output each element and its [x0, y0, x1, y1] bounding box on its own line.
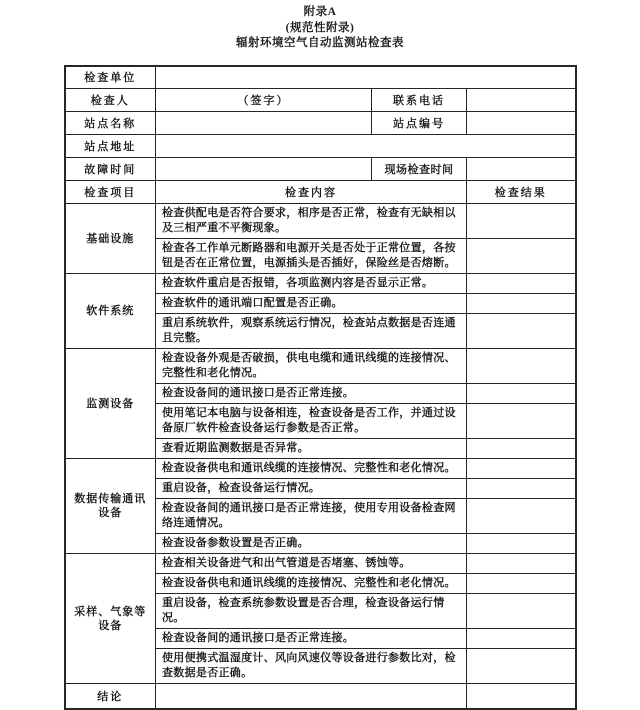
conclusion-label: 结论	[65, 684, 156, 709]
station-name-label: 站点名称	[65, 112, 156, 135]
check-result-cell	[467, 294, 576, 314]
check-content: 重启设备，检查系统参数设置是否合理，检查设备运行情况。	[156, 594, 467, 629]
inspector-signature-hint: （签字）	[156, 89, 372, 112]
check-result-cell	[467, 274, 576, 294]
section-label-software-system: 软件系统	[65, 274, 156, 349]
check-result-cell	[467, 534, 576, 554]
row-times	[65, 158, 576, 181]
check-content: 检查软件的通讯端口配置是否正确。	[156, 294, 467, 314]
station-address-label: 站点地址	[65, 135, 156, 158]
check-content: 检查各工作单元断路器和电源开关是否处于正常位置，各按钮是否在正常位置，电源插头是否插好，保险丝是否熔断。	[156, 239, 467, 274]
appendix-label: 附录A	[303, 6, 337, 18]
row-column-headers	[65, 181, 576, 204]
check-row	[65, 459, 576, 479]
inspect-unit-value-cell	[156, 66, 576, 89]
station-name-value-cell	[156, 112, 372, 135]
check-content: 查看近期监测数据是否异常。	[156, 439, 467, 459]
section-label-monitoring-equipment: 监测设备	[65, 349, 156, 459]
column-header-content: 检查内容	[156, 181, 467, 204]
section-label-infrastructure: 基础设施	[65, 204, 156, 274]
check-result-cell	[467, 404, 576, 439]
check-row	[65, 204, 576, 239]
row-inspect-unit	[65, 66, 576, 89]
check-result-cell	[467, 204, 576, 239]
check-result-cell	[467, 649, 576, 684]
inspector-label: 检查人	[65, 89, 156, 112]
check-result-cell	[467, 314, 576, 349]
conclusion-value-cell	[156, 684, 467, 709]
row-inspector	[65, 89, 576, 112]
check-content: 检查设备供电和通讯线缆的连接情况、完整性和老化情况。	[156, 574, 467, 594]
phone-value-cell	[467, 89, 576, 112]
title-block	[0, 0, 640, 52]
fault-time-value-cell	[156, 158, 372, 181]
check-content: 检查相关设备进气和出气管道是否堵塞、锈蚀等。	[156, 554, 467, 574]
onsite-time-label: 现场检查时间	[372, 158, 467, 181]
check-content: 检查供配电是否符合要求，相序是否正常，检查有无缺相以及三相严重不平衡现象。	[156, 204, 467, 239]
section-label-data-transmission-equipment: 数据传输通讯设备	[65, 459, 156, 554]
onsite-time-value-cell	[467, 158, 576, 181]
check-result-cell	[467, 629, 576, 649]
station-address-value-cell	[156, 135, 576, 158]
check-content: 检查设备间的通讯接口是否正常连接。	[156, 384, 467, 404]
conclusion-result-cell	[467, 684, 576, 709]
column-header-result: 检查结果	[467, 181, 576, 204]
check-content: 检查设备间的通讯接口是否正常连接。	[156, 629, 467, 649]
appendix-type-label: (规范性附录)	[285, 21, 355, 34]
section-label-sampling-meteorology-equipment: 采样、气象等设备	[65, 554, 156, 684]
check-result-cell	[467, 349, 576, 384]
inspect-unit-label: 检查单位	[65, 66, 156, 89]
check-content: 重启系统软件，观察系统运行情况，检查站点数据是否连通且完整。	[156, 314, 467, 349]
station-id-value-cell	[467, 112, 576, 135]
row-conclusion	[65, 684, 576, 709]
check-row	[65, 554, 576, 574]
check-result-cell	[467, 479, 576, 499]
check-content: 使用笔记本电脑与设备相连，检查设备是否工作，并通过设备原厂软件检查设备运行参数是否正常。	[156, 404, 467, 439]
fault-time-label: 故障时间	[65, 158, 156, 181]
form-title: 辐射环境空气自动监测站检查表	[236, 37, 404, 49]
check-result-cell	[467, 459, 576, 479]
inspection-checklist-table	[64, 65, 577, 710]
check-row	[65, 349, 576, 384]
check-content: 检查软件重启是否报错，各项监测内容是否显示正常。	[156, 274, 467, 294]
check-result-cell	[467, 554, 576, 574]
row-station-address	[65, 135, 576, 158]
check-result-cell	[467, 499, 576, 534]
check-content: 检查设备间的通讯接口是否正常连接，使用专用设备检查网络连通情况。	[156, 499, 467, 534]
check-content: 重启设备，检查设备运行情况。	[156, 479, 467, 499]
row-station-name	[65, 112, 576, 135]
check-result-cell	[467, 239, 576, 274]
check-content: 检查设备供电和通讯线缆的连接情况、完整性和老化情况。	[156, 459, 467, 479]
check-row	[65, 274, 576, 294]
check-result-cell	[467, 439, 576, 459]
check-content: 检查设备外观是否破损，供电电缆和通讯线缆的连接情况、完整性和老化情况。	[156, 349, 467, 384]
check-result-cell	[467, 594, 576, 629]
check-content: 检查设备参数设置是否正确。	[156, 534, 467, 554]
column-header-item: 检查项目	[65, 181, 156, 204]
check-result-cell	[467, 384, 576, 404]
phone-label: 联系电话	[372, 89, 467, 112]
check-result-cell	[467, 574, 576, 594]
check-content: 使用便携式温湿度计、风向风速仪等设备进行参数比对，检查数据是否正确。	[156, 649, 467, 684]
station-id-label: 站点编号	[372, 112, 467, 135]
